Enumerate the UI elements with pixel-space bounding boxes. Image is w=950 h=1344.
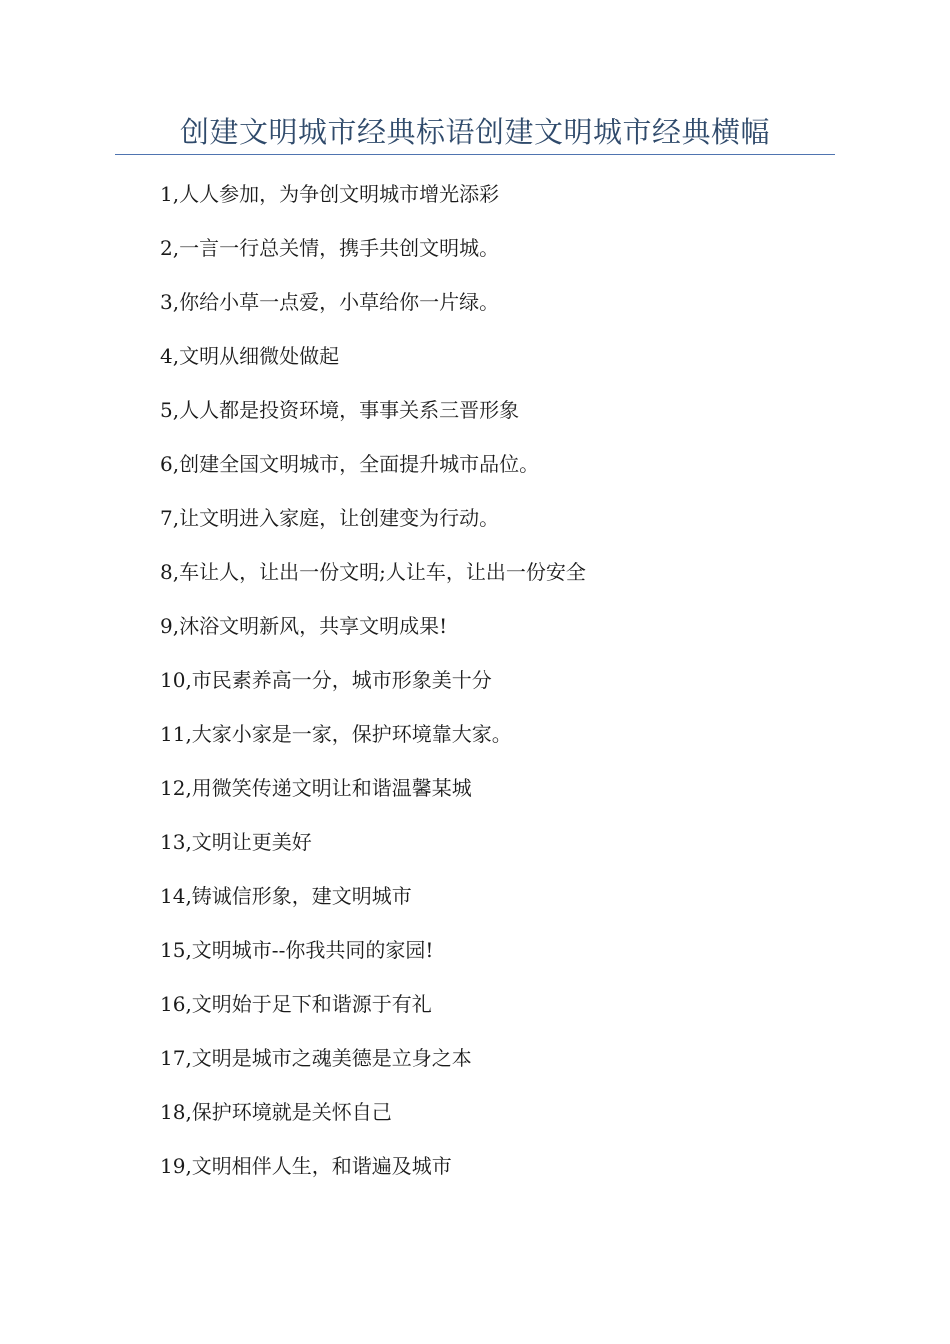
list-item: 2,一言一行总关情，携手共创文明城。 — [160, 236, 500, 260]
list-item: 13,文明让更美好 — [160, 830, 312, 854]
list-item: 16,文明始于足下和谐源于有礼 — [160, 992, 432, 1016]
list-item: 9,沐浴文明新风，共享文明成果! — [160, 614, 448, 638]
list-item: 17,文明是城市之魂美德是立身之本 — [160, 1046, 472, 1070]
list-item: 1,人人参加，为争创文明城市增光添彩 — [160, 182, 500, 206]
document-title: 创建文明城市经典标语创建文明城市经典横幅 — [179, 115, 770, 149]
list-item: 15,文明城市--你我共同的家园! — [160, 938, 434, 962]
list-item: 14,铸诚信形象，建文明城市 — [160, 884, 412, 908]
list-item: 12,用微笑传递文明让和谐温馨某城 — [160, 776, 472, 800]
list-item: 11,大家小家是一家，保护环境靠大家。 — [160, 722, 512, 746]
list-item: 10,市民素养高一分，城市形象美十分 — [160, 668, 492, 692]
list-item: 8,车让人，让出一份文明;人让车，让出一份安全 — [160, 560, 586, 584]
list-item: 3,你给小草一点爱，小草给你一片绿。 — [160, 290, 500, 314]
list-item: 5,人人都是投资环境，事事关系三晋形象 — [160, 398, 520, 422]
title-underline — [115, 154, 835, 155]
list-item: 4,文明从细微处做起 — [160, 344, 340, 368]
list-item: 19,文明相伴人生，和谐遍及城市 — [160, 1154, 452, 1178]
list-item: 7,让文明进入家庭，让创建变为行动。 — [160, 506, 500, 530]
slogan-list — [160, 176, 586, 1202]
list-item: 6,创建全国文明城市，全面提升城市品位。 — [160, 452, 540, 476]
list-item: 18,保护环境就是关怀自己 — [160, 1100, 392, 1124]
